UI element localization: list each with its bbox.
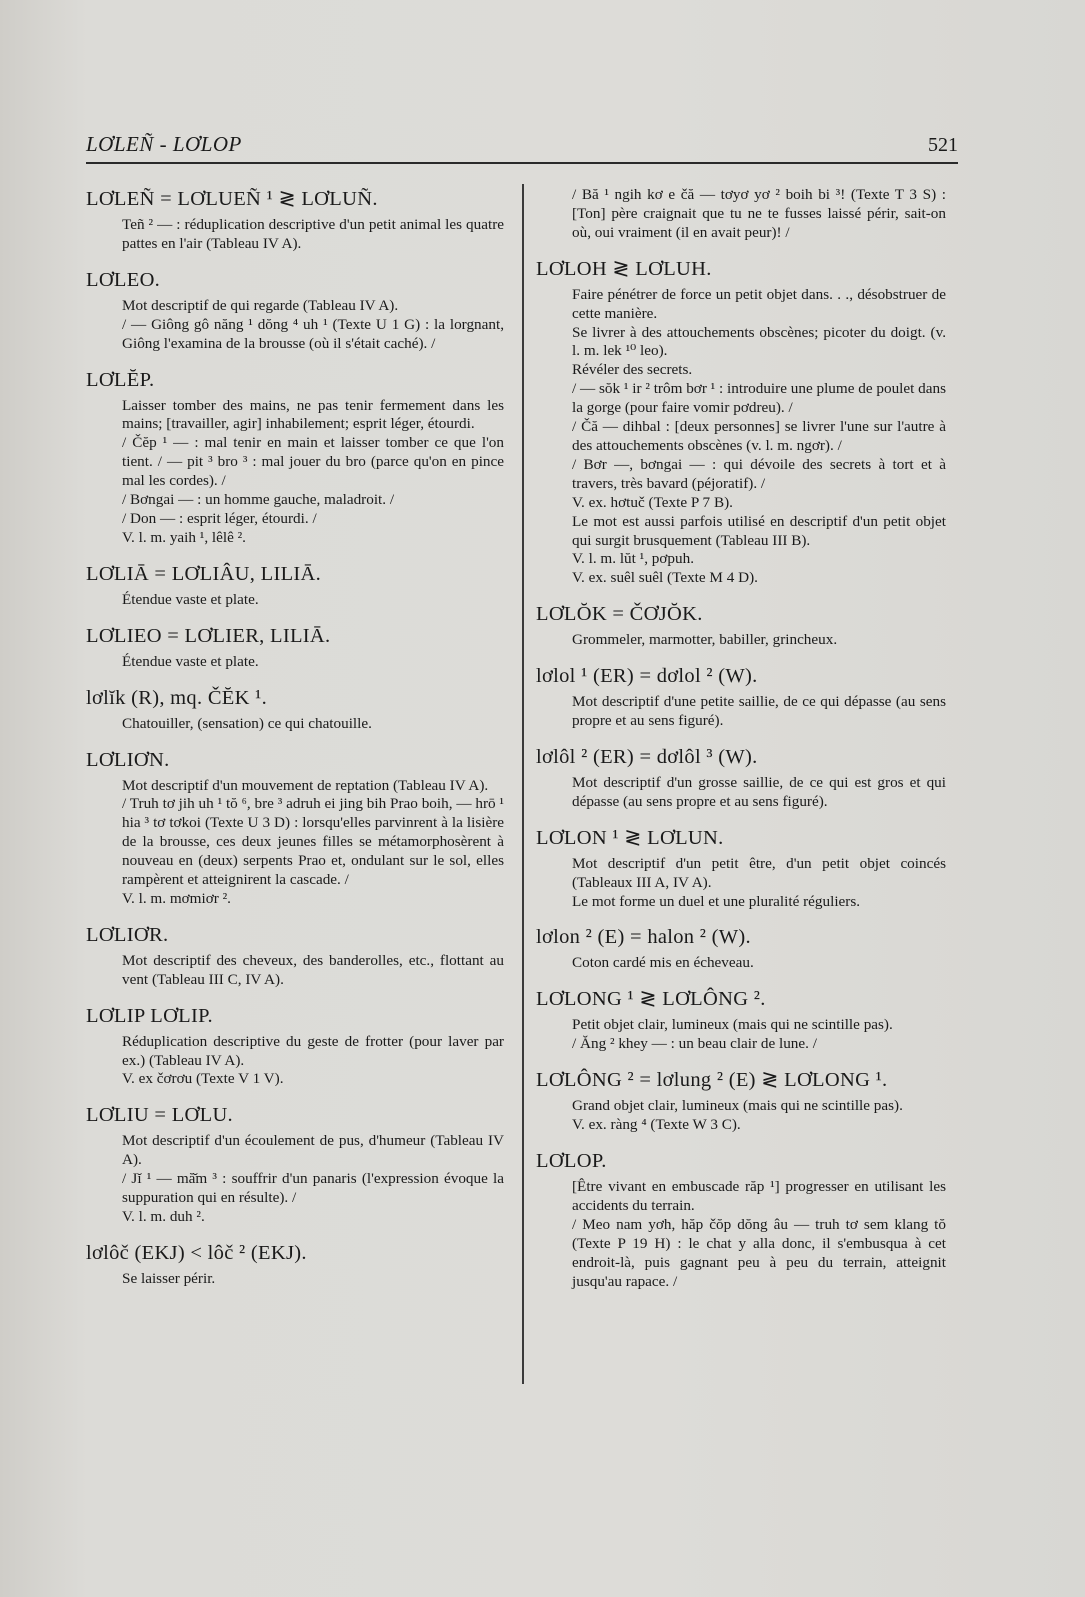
definition-line: Le mot est aussi parfois utilisé en descriptif d'un petit objet qui surgit brusquement (Tableau III B). [572, 512, 946, 549]
entry-headword: lơlôč (EKJ) < lôč ² (EKJ). [86, 1241, 307, 1264]
entry-definition [536, 954, 946, 973]
definition-line: V. l. m. duh ². [122, 1208, 205, 1225]
definition-line: Étendue vaste et plate. [122, 590, 259, 608]
dictionary-entry [536, 186, 946, 243]
definition-line: Mot descriptif d'un grosse saillie, de ce qui est gros et qui dépasse (au sens propre et au sens figuré). [572, 773, 946, 810]
dictionary-entry [86, 1102, 504, 1227]
dictionary-entry [86, 267, 504, 354]
definition-line: V. ex. suêl suêl (Texte M 4 D). [572, 569, 758, 587]
definition-line: Chatouiller, (sensation) ce qui chatouille. [122, 714, 372, 732]
dictionary-entry [536, 986, 946, 1054]
definition-line: / — Giông gô năng ¹ dŏng ⁴ uh ¹ (Texte U 1 G) : la lorgnant, Giông l'examina de la brousse (où il s'était caché). / [122, 315, 504, 352]
entry-definition [86, 715, 504, 734]
entry-definition [536, 1097, 946, 1135]
entry-definition [86, 591, 504, 610]
definition-line: Grommeler, marmotter, babiller, grincheux. [572, 631, 838, 649]
definition-line: V. ex. ràng ⁴ (Texte W 3 C). [572, 1116, 741, 1134]
dictionary-entry [86, 1003, 504, 1090]
entry-headword: LƠLŎK = ČƠJŎK. [536, 603, 703, 626]
entry-definition [536, 855, 946, 912]
entry-definition [536, 286, 946, 589]
entry-headword: lơlĭk (R), mq. ČĔK ¹. [86, 686, 268, 709]
entry-definition [536, 1178, 946, 1291]
running-head: LƠLEÑ - LƠLOP [86, 132, 242, 156]
entry-headword: LƠLEO. [86, 268, 161, 291]
entry-headword: LƠLOP. [536, 1150, 607, 1172]
definition-line: Laisser tomber des mains, ne pas tenir fermement dans les mains; [travailler, agir] inhabilement; esprit léger, étourdi. [122, 396, 504, 433]
entry-headword: LƠLEÑ = LƠLUEÑ ¹ ≷ LƠLUÑ. [86, 188, 378, 210]
definition-line: Mot descriptif d'un écoulement de pus, d'humeur (Tableau IV A). [122, 1132, 504, 1169]
definition-line: Étendue vaste et plate. [122, 652, 259, 670]
entry-definition [86, 397, 504, 548]
entry-headword: LƠLIU = LƠLU. [86, 1104, 233, 1127]
definition-line: / Bă ¹ ngih kơ e čă — tơyơ yơ ² boih bi ³! (Texte T 3 S) : [Ton] père craignait que tu ne te fusses laissé périr, sait-on où, oui vraiment (il en avait peur)! / [572, 186, 946, 241]
entry-headword: LƠLĔP. [86, 368, 155, 391]
definition-line: / Čĕp ¹ — : mal tenir en main et laisser tomber ce que l'on tient. / — pit ³ bro ³ : mal jouer du bro (parce qu'on en pince mal les cordes). / [122, 434, 504, 490]
definition-line: Mot descriptif d'une petite saillie, de ce qui dépasse (au sens propre et au sens figuré). [572, 693, 946, 730]
entry-headword: LƠLÔNG ² = lơlung ² (E) ≷ LƠLONG ¹. [536, 1069, 888, 1092]
entry-headword: LƠLIƠR. [86, 923, 169, 946]
dictionary-entry [536, 924, 946, 973]
definition-line: / — sŏk ¹ ir ² trôm bơr ¹ : introduire une plume de poulet dans la gorge (pour faire vomir pơdreu). / [572, 380, 946, 417]
dictionary-entry [86, 367, 504, 548]
definition-line: Réduplication descriptive du geste de frotter (pour laver par ex.) (Tableau IV A). [122, 1032, 504, 1069]
definition-line: V. l. m. mơmiơr ². [122, 889, 231, 907]
page-header [86, 128, 958, 164]
definition-line: / Bơngai — : un homme gauche, maladroit. / [122, 491, 395, 509]
entry-definition [536, 774, 946, 812]
definition-line: V. ex čơrơu (Texte V 1 V). [122, 1070, 284, 1088]
dictionary-entry [536, 825, 946, 912]
definition-line: / Bơr —, bơngai — : qui dévoile des secrets à tort et à travers, très bavard (péjoratif). / [572, 455, 946, 492]
dictionary-entry [86, 561, 504, 610]
definition-line: Coton cardé mis en écheveau. [572, 954, 754, 972]
definition-line: Mot descriptif d'un petit être, d'un petit objet coincés (Tableaux III A, IV A). [572, 854, 946, 891]
entry-headword: LƠLIEO = LƠLIER, LILIĀ. [86, 624, 331, 647]
definition-line: V. l. m. yaih ¹, lêlê ². [122, 528, 246, 546]
dictionary-entry [86, 623, 504, 672]
dictionary-entry [86, 186, 504, 254]
page-number: 521 [928, 134, 958, 156]
entry-definition [86, 653, 504, 672]
entry-headword: lơlol ¹ (ER) = dơlol ² (W). [536, 665, 758, 688]
dictionary-entry [86, 685, 504, 734]
entry-definition [86, 777, 504, 909]
left-column [86, 186, 504, 1302]
entry-definition [86, 216, 504, 254]
definition-line: Grand objet clair, lumineux (mais qui ne scintille pas). [572, 1097, 903, 1115]
definition-line: / Meo nam yơh, hăp čŏp dŏng âu — truh tơ sem klang tŏ (Texte P 19 H) : le chat y alla donc, il s'embusqua à cet endroit-là, puis gagnant peu à peu du terrain, atteignit jusqu'au rapace. / [572, 1215, 946, 1290]
definition-line: V. l. m. lŭt ¹, pơpuh. [572, 550, 695, 568]
entry-definition [536, 693, 946, 731]
entry-headword: lơlon ² (E) = halon ² (W). [536, 926, 751, 949]
definition-line: [Être vivant en embuscade răp ¹] progresser en utilisant les accidents du terrain. [572, 1178, 946, 1214]
definition-line: V. ex. hơtuč (Texte P 7 B). [572, 493, 733, 511]
definition-line: Petit objet clair, lumineux (mais qui ne scintille pas). [572, 1016, 893, 1034]
dictionary-entry [536, 1148, 946, 1291]
definition-line: Teñ ² — : réduplication descriptive d'un petit animal les quatre pattes en l'air (Tableau IV A). [122, 216, 504, 252]
definition-line: / Truh tơ jih uh ¹ tŏ ⁶, bre ³ adruh ei jing bih Prao boih, — hrō ¹ hia ³ tơ tơkoi (Texte U 3 D) : lorsqu'elles parvinrent à la lisière de la brousse, ces deux jeunes filles se métamorphosèrent à nouveau en (deux) serpents Prao et, ondulant sur le sol, elles rampèrent et atteignirent la cascade. / [122, 795, 504, 889]
definition-line: Mot descriptif des cheveux, des banderolles, etc., flottant au vent (Tableau III C, IV A). [122, 951, 504, 988]
entry-headword: LƠLIP LƠLIP. [86, 1004, 213, 1027]
column-divider [522, 184, 524, 1384]
definition-line: Révéler des secrets. [572, 361, 693, 379]
dictionary-entry [86, 747, 504, 909]
dictionary-entry [536, 601, 946, 650]
dictionary-entry [536, 1067, 946, 1135]
dictionary-entry [86, 922, 504, 990]
entry-definition [536, 1016, 946, 1054]
entry-headword: lơlôl ² (ER) = dơlôl ³ (W). [536, 745, 758, 768]
definition-line: / Ăng ² khey — : un beau clair de lune. / [572, 1035, 817, 1053]
entry-headword: LƠLONG ¹ ≷ LƠLÔNG ². [536, 988, 766, 1011]
entry-definition [86, 297, 504, 354]
definition-line: / Jĭ ¹ — mă̆m ³ : souffrir d'un panaris (l'expression évoque la suppuration qui en résulte). / [122, 1170, 504, 1207]
definition-line: Se livrer à des attouchements obscènes; picoter du doigt. (v. l. m. lek ¹⁰ leo). [572, 323, 946, 360]
definition-line: / Don — : esprit léger, étourdi. / [122, 509, 317, 527]
definition-line: Le mot forme un duel et une pluralité réguliers. [572, 892, 861, 910]
right-column [536, 186, 946, 1304]
dictionary-entry [536, 663, 946, 731]
entry-headword: LƠLIƠN. [86, 748, 170, 771]
dictionary-entry [86, 1240, 504, 1289]
dictionary-entry [536, 256, 946, 589]
entry-definition [86, 1033, 504, 1090]
definition-line: / Čă — dihbal : [deux personnes] se livrer l'une sur l'autre à des attouchements obscènes (v. l. m. ngơr). / [572, 418, 946, 454]
entry-headword: LƠLON ¹ ≷ LƠLUN. [536, 826, 724, 849]
entry-definition [86, 1132, 504, 1227]
entry-headword: LƠLIĀ = LƠLIÂU, LILIĀ. [86, 562, 322, 585]
definition-line: Mot descriptif de qui regarde (Tableau IV A). [122, 296, 399, 314]
definition-line: Faire pénétrer de force un petit objet dans. . ., désobstruer de cette manière. [572, 285, 946, 322]
entry-definition [86, 1270, 504, 1289]
definition-line: Mot descriptif d'un mouvement de reptation (Tableau IV A). [122, 776, 489, 794]
definition-line: Se laisser périr. [122, 1269, 216, 1287]
dictionary-entry [536, 744, 946, 812]
entry-definition [536, 631, 946, 650]
entry-definition [536, 186, 946, 243]
entry-definition [86, 952, 504, 990]
entry-headword: LƠLOH ≷ LƠLUH. [536, 257, 712, 280]
